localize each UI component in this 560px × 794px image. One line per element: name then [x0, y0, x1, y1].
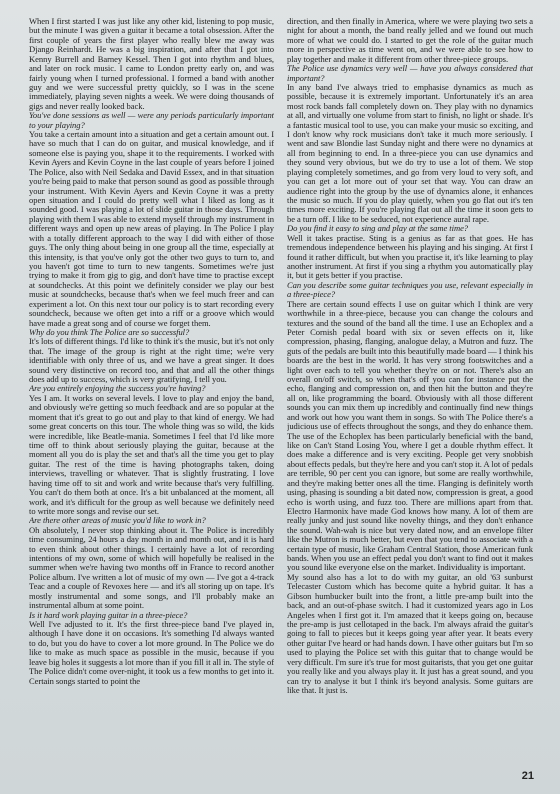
interview-answer: You take a certain amount into a situation and get a certain amount out. I have so much that I can do on guitar, and musical knowledge, and if someone else is paying you, shape it to the requirements. I worked with Kevin Ayers and Kevin Coyne in the last couple of years before I joined The Police, also with Neil Sedaka and David Essex, and in that situation you're being paid to make that person sound as good as possible through your instrument. With Kevin Ayers and Kevin Coyne it was a pretty open situation and I could do pretty well what I liked as long as it sounded good. I was playing a lot of slide guitar in those days. Through playing with them I was able to extend myself through my instrument in different ways and open up new areas of playing. In The Police I play with a totally different approach to the way I did with either of those guys. The only thing about being in one group all the time, especially at this intensity, is that you've only got the other two guys to turn to, and you haven't got time to turn to new tangents. Sometimes we're just trying to make it from gig to gig, and don't have time to practise except at soundchecks. At this point we definitely consider we play our best music at soundchecks, because that's when we feel much freer and can experiment a lot. On this next tour our policy is to start recording every soundcheck, because we often get into a riff or a groove which would have made a great song and of course we forget them.: [29, 129, 274, 328]
interview-answer: Well I've adjusted to it. It's the first three-piece band I've played in, although I have done it on occasions. It's something I'd always wanted to do, but you do have to cover a lot more ground. In The Police we do like to make as much space as possible in the music, because if you leave big holes it suggests a lot more than if you fill it all in. The style of The Police didn't come over-night, it took us a few months to get into it. Certain songs started to point the: [29, 619, 274, 686]
interview-answer: In any band I've always tried to emphasise dynamics as much as possible, because it is extremely important. Unfortunately it's an area most rock bands fall completely down on. They play with no dynamics at all, and virtually one volume from start to finish, no light or shade. It's a fantastic musical tool to use, you can make your music so exciting, and I don't know why rock musicians don't take it much more seriously. I went and saw Blondie last Sunday night and there were no dynamics at all from beginning to end. In a three-piece you can use dynamics and they sound very obvious, but we do try to use a lot of them. We stop playing completely sometimes, and go from very loud to very soft, and you can get a lot more out of your set that way. You can draw an audience right into the group by the use of dynamics alone, it enhances the music so much. If you do play quietly, when you go flat out it's ten times more exciting. If you're playing flat out all the time it soon gets to be a turn off. I like to be seduced, not experience aural rape.: [287, 81, 533, 224]
page-number: 21: [521, 770, 534, 782]
interview-question: Do you find it easy to sing and play at the same time?: [287, 223, 469, 234]
interview-answer: Well it takes practise. Sting is a genius as far as that goes. He has tremendous independence between his playing and his singing. At first I found it rather difficult, but when you practise it, it's like learning to play another instrument. At first if you sing a rhythm you automatically play it, but it gets better if you practise.: [287, 232, 533, 281]
right-column: [287, 17, 533, 792]
interview-answer: Yes I am. It works on several levels. I love to play and enjoy the band, and obviously we're getting so much feedback and are so popular at the moment that it's great to go out and play to that kind of energy. We had some great concerts on this tour. The whole thing was so wild, the kids were incredible, like Beatle-mania. Sometimes I feel that I'd like more time off to think about seriously playing the guitar, because at the moment all you do is play the set and that's all the time you get to play guitar. The rest of the time is having photographs taken, doing interviews, travelling or whatever. That is slightly frustrating. I love having time off to sit and work and write because that's very fulfilling. You can't do them both at once. It's a bit unbalanced at the moment, all work, and it's difficult for the group as well because we definitely need to write more songs and revise our set.: [29, 392, 274, 516]
interview-answer: When I first started I was just like any other kid, listening to pop music, but the minute I was given a guitar it became a total obsession. After the first couple of years the first player who really blew me away was Django Reinhardt. He was a big inspiration, and after that I got into Kenny Burrell and Barney Kessel. Then I got into rhythm and blues, and later on rock music. I came to London pretty early on, and was fairly young when I turned professional. I formed a band with another guy and we were successful pretty quickly, so I was in the scene immediately, playing seven nights a week. We were doing thousands of gigs and never really looked back.: [29, 17, 274, 111]
interview-answer: Oh absolutely, I never stop thinking about it. The Police is incredibly time consuming, 24 hours a day month in and month out, and it is hard to even think about other things. I certainly have a lot of recording intentions of my own, some of which will hopefully be realised in the summer when we're having two months off in France to record another Police album. I've written a lot of music of my own — I've got a 4-track Teac and a couple of Revoxes here — and it's all storing up on tape. It's mostly instrumental and some songs, and I'll probably make an instrumental album at some point.: [29, 524, 274, 611]
interview-answer: It's lots of different things. I'd like to think it's the music, but it's not only that. The image of the group is right at the right time; we're very identifiable with only three of us, and we have a great singer. It does sound very distinctive on record too, and that and all the other things does add up to success, which is very gratifying, I tell you.: [29, 336, 274, 385]
interview-question: Is it hard work playing guitar in a three-piece?: [29, 609, 188, 620]
interview-answer: My sound also has a lot to do with my guitar, an old '63 sunburst Telecaster Custom which has become quite a hybrid guitar. It has a Gibson humbucker built into the front, a little pre-amp built into the back, and an out-of-phase switch. I had it customized years ago in Los Angeles when I first got it. I'm amazed that it keeps going on, because the pre-amp is just cellotaped in the back. I'm always afraid the guitar's going to fall to pieces but it keeps going year after year. It beats every other guitar I've heard or had hands down. I have other guitars but I'm so used to playing the Police set with this guitar that to change would be very difficult. I'm sure it's true for most guitarists, that you get one guitar you really like and you always play it. It just has a great sound, and you can try to analyse it but I think it's beyond analysis. Some guitars are like that. It just is.: [287, 571, 533, 695]
interview-question: Are you entirely enjoying the success you're having?: [29, 383, 206, 394]
interview-question: The Police use dynamics very well — have you always considered that important?: [287, 63, 533, 83]
interview-question: Are there other areas of music you'd like to work in?: [29, 515, 206, 526]
left-column: [29, 17, 274, 775]
interview-question: Why do you think The Police are so successful?: [29, 326, 190, 337]
interview-answer: There are certain sound effects I use on guitar which I think are very worthwhile in a three-piece, because you can change the colours and textures and the sound of the band all the time. I use an Echoplex and a Peter Cornish pedal board with six or seven effects on it, like compression, phasing, flanging, analogue delay, a Mutron and fuzz. The guts of the pedals are built into this beautifully made board — I think his boards are the best in the world. It has very strong footswitches and a light over each to tell you whether they're on or not. There's also an overall on/off switch, so when that's off you can for instance put the echo, flanging and compression on, and then hit the button and they're all on, like programming the board. Obviously with all those different sounds you can mix them up incredibly and continually find new things and work out how you want them in songs. So with The Police there's a judicious use of effects throughout the songs, and they do enhance them. The use of the Echoplex has been particularly beneficial with the band, like on Can't Stand Losing You, where I get a double rhythm effect. It does make a difference and is very exciting. People get very snobbish about effects pedals, but they're here and you can't stop it. A lot of pedals are terrible, 90 per cent you can ignore, but some are really worthwhile, and they're making better ones all the time. Flanging is definitely worth using, phasing is sounding a bit dated now, compression is great, a good echo is worth using, and fuzz too. There are millions apart from that. Electro Harmonix have made God knows how many. A lot of them are really junky and just sound like novelty things, and they don't enhance the sound. Wah-wah is nice but very dated now, and an envelope filter like the Mutron is much better, but even that you tend to associate with a certain type of music, like Graham Central Station, those American funk bands. When you use an effect pedal you don't want to find out it makes you sound like everyone else on the market. Individuality is important.: [287, 298, 533, 573]
interview-question: You've done sessions as well — were any periods particularly important to your playing?: [29, 110, 274, 130]
interview-answer: direction, and then finally in America, where we were playing two sets a night for about a month, the band really jelled and we found out much more of what we could do. I started to get the role of the guitar much more in perspective as time went on, and we were able to see how to play together and make it different from other three-piece groups.: [287, 17, 533, 64]
interview-question: Can you describe some guitar techniques you use, relevant especially in a three-piece?: [287, 279, 533, 300]
